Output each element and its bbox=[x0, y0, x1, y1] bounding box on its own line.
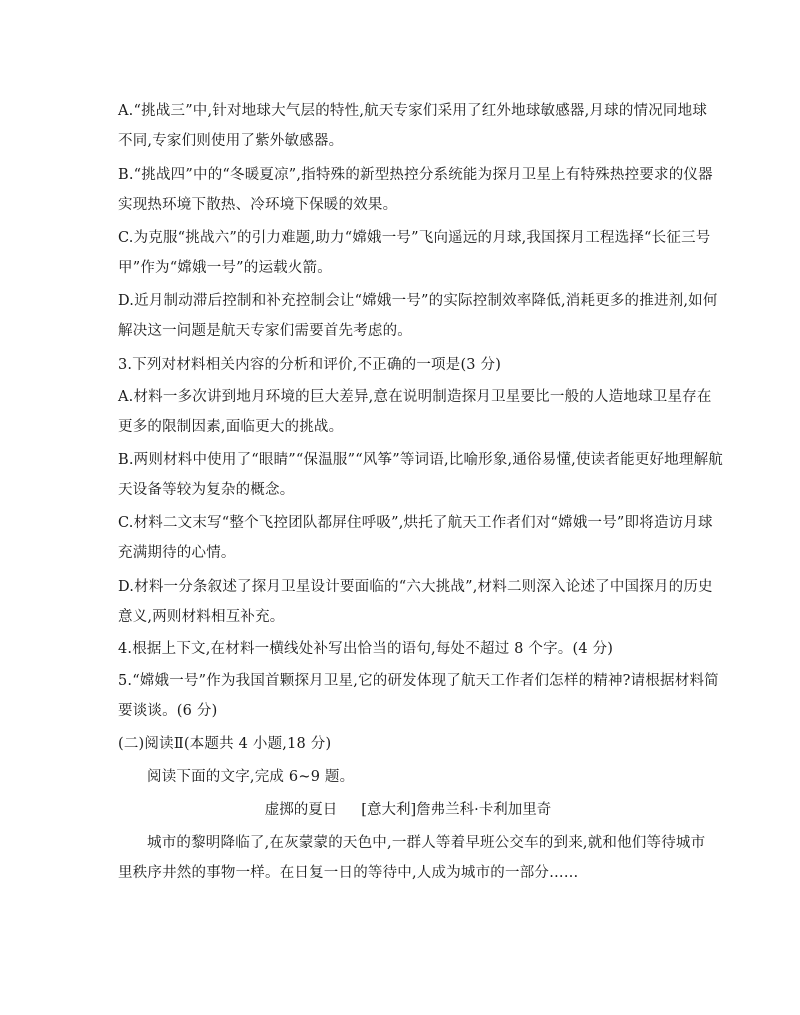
q3-option-d-line-2: 意义,两则材料相互补充。 bbox=[118, 609, 285, 625]
q3-option-c-line-1: C.材料二文末写“整个飞控团队都屏住呼吸”,烘托了航天工作者们对“嫦娥一号”即将造访月球 bbox=[118, 515, 713, 531]
story-paragraph-line-1: 城市的黎明降临了,在灰蒙蒙的天色中,一群人等着早班公交车的到来,就和他们等待城市 bbox=[147, 835, 706, 851]
reading-instruction: 阅读下面的文字,完成 6~9 题。 bbox=[147, 769, 355, 785]
option-d-line-2: 解决这一问题是航天专家们需要首先考虑的。 bbox=[118, 323, 412, 339]
option-c-line-2: 甲”作为“嫦娥一号”的运载火箭。 bbox=[118, 260, 332, 276]
question-5-line-2: 要谈谈。(6 分) bbox=[118, 703, 218, 719]
question-4: 4.根据上下文,在材料一横线处补写出恰当的语句,每处不超过 8 个字。(4 分) bbox=[118, 641, 614, 657]
q3-option-a-line-1: A.材料一多次讲到地月环境的巨大差异,意在说明制造探月卫星要比一般的人造地球卫星存在 bbox=[118, 389, 712, 405]
section-heading: (二)阅读Ⅱ(本题共 4 小题,18 分) bbox=[118, 736, 332, 752]
story-title-line bbox=[118, 800, 698, 820]
story-title: 虚掷的夏日 bbox=[264, 802, 338, 818]
question-5-line-1: 5.“嫦娥一号”作为我国首颗探月卫星,它的研发体现了航天工作者们怎样的精神?请根据材料简 bbox=[118, 673, 719, 689]
option-b-line-2: 实现热环境下散热、冷环境下保暖的效果。 bbox=[118, 197, 398, 213]
option-c-line-1: C.为克服“挑战六”的引力难题,助力“嫦娥一号”飞向遥远的月球,我国探月工程选择“长征三号 bbox=[118, 230, 711, 246]
q3-option-b-line-2: 天设备等较为复杂的概念。 bbox=[118, 482, 295, 498]
option-b-line-1: B.“挑战四”中的“冬暖夏凉”,指特殊的新型热控分系统能为探月卫星上有特殊热控要求的仪器 bbox=[118, 167, 713, 183]
question-3: 3.下列对材料相关内容的分析和评价,不正确的一项是(3 分) bbox=[118, 357, 502, 373]
q3-option-a-line-2: 更多的限制因素,面临更大的挑战。 bbox=[118, 419, 344, 435]
story-author: [意大利]詹弗兰科·卡利加里奇 bbox=[361, 802, 552, 818]
q3-option-c-line-2: 充满期待的心情。 bbox=[118, 545, 236, 561]
option-d-line-1: D.近月制动滞后控制和补充控制会让“嫦娥一号”的实际控制效率降低,消耗更多的推进剂,如何 bbox=[118, 293, 718, 309]
q3-option-b-line-1: B.两则材料中使用了“眼睛”“保温服”“风筝”等词语,比喻形象,通俗易懂,使读者能更好地理解航 bbox=[118, 452, 723, 468]
q3-option-d-line-1: D.材料一分条叙述了探月卫星设计要面临的“六大挑战”,材料二则深入论述了中国探月的历史 bbox=[118, 579, 713, 595]
story-paragraph-line-2: 里秩序井然的事物一样。在日复一日的等待中,人成为城市的一部分…… bbox=[118, 865, 579, 881]
option-a-line-2: 不同,专家们则使用了紫外敏感器。 bbox=[118, 133, 344, 149]
option-a-line-1: A.“挑战三”中,针对地球大气层的特性,航天专家们采用了红外地球敏感器,月球的情况同地球 bbox=[118, 103, 708, 119]
